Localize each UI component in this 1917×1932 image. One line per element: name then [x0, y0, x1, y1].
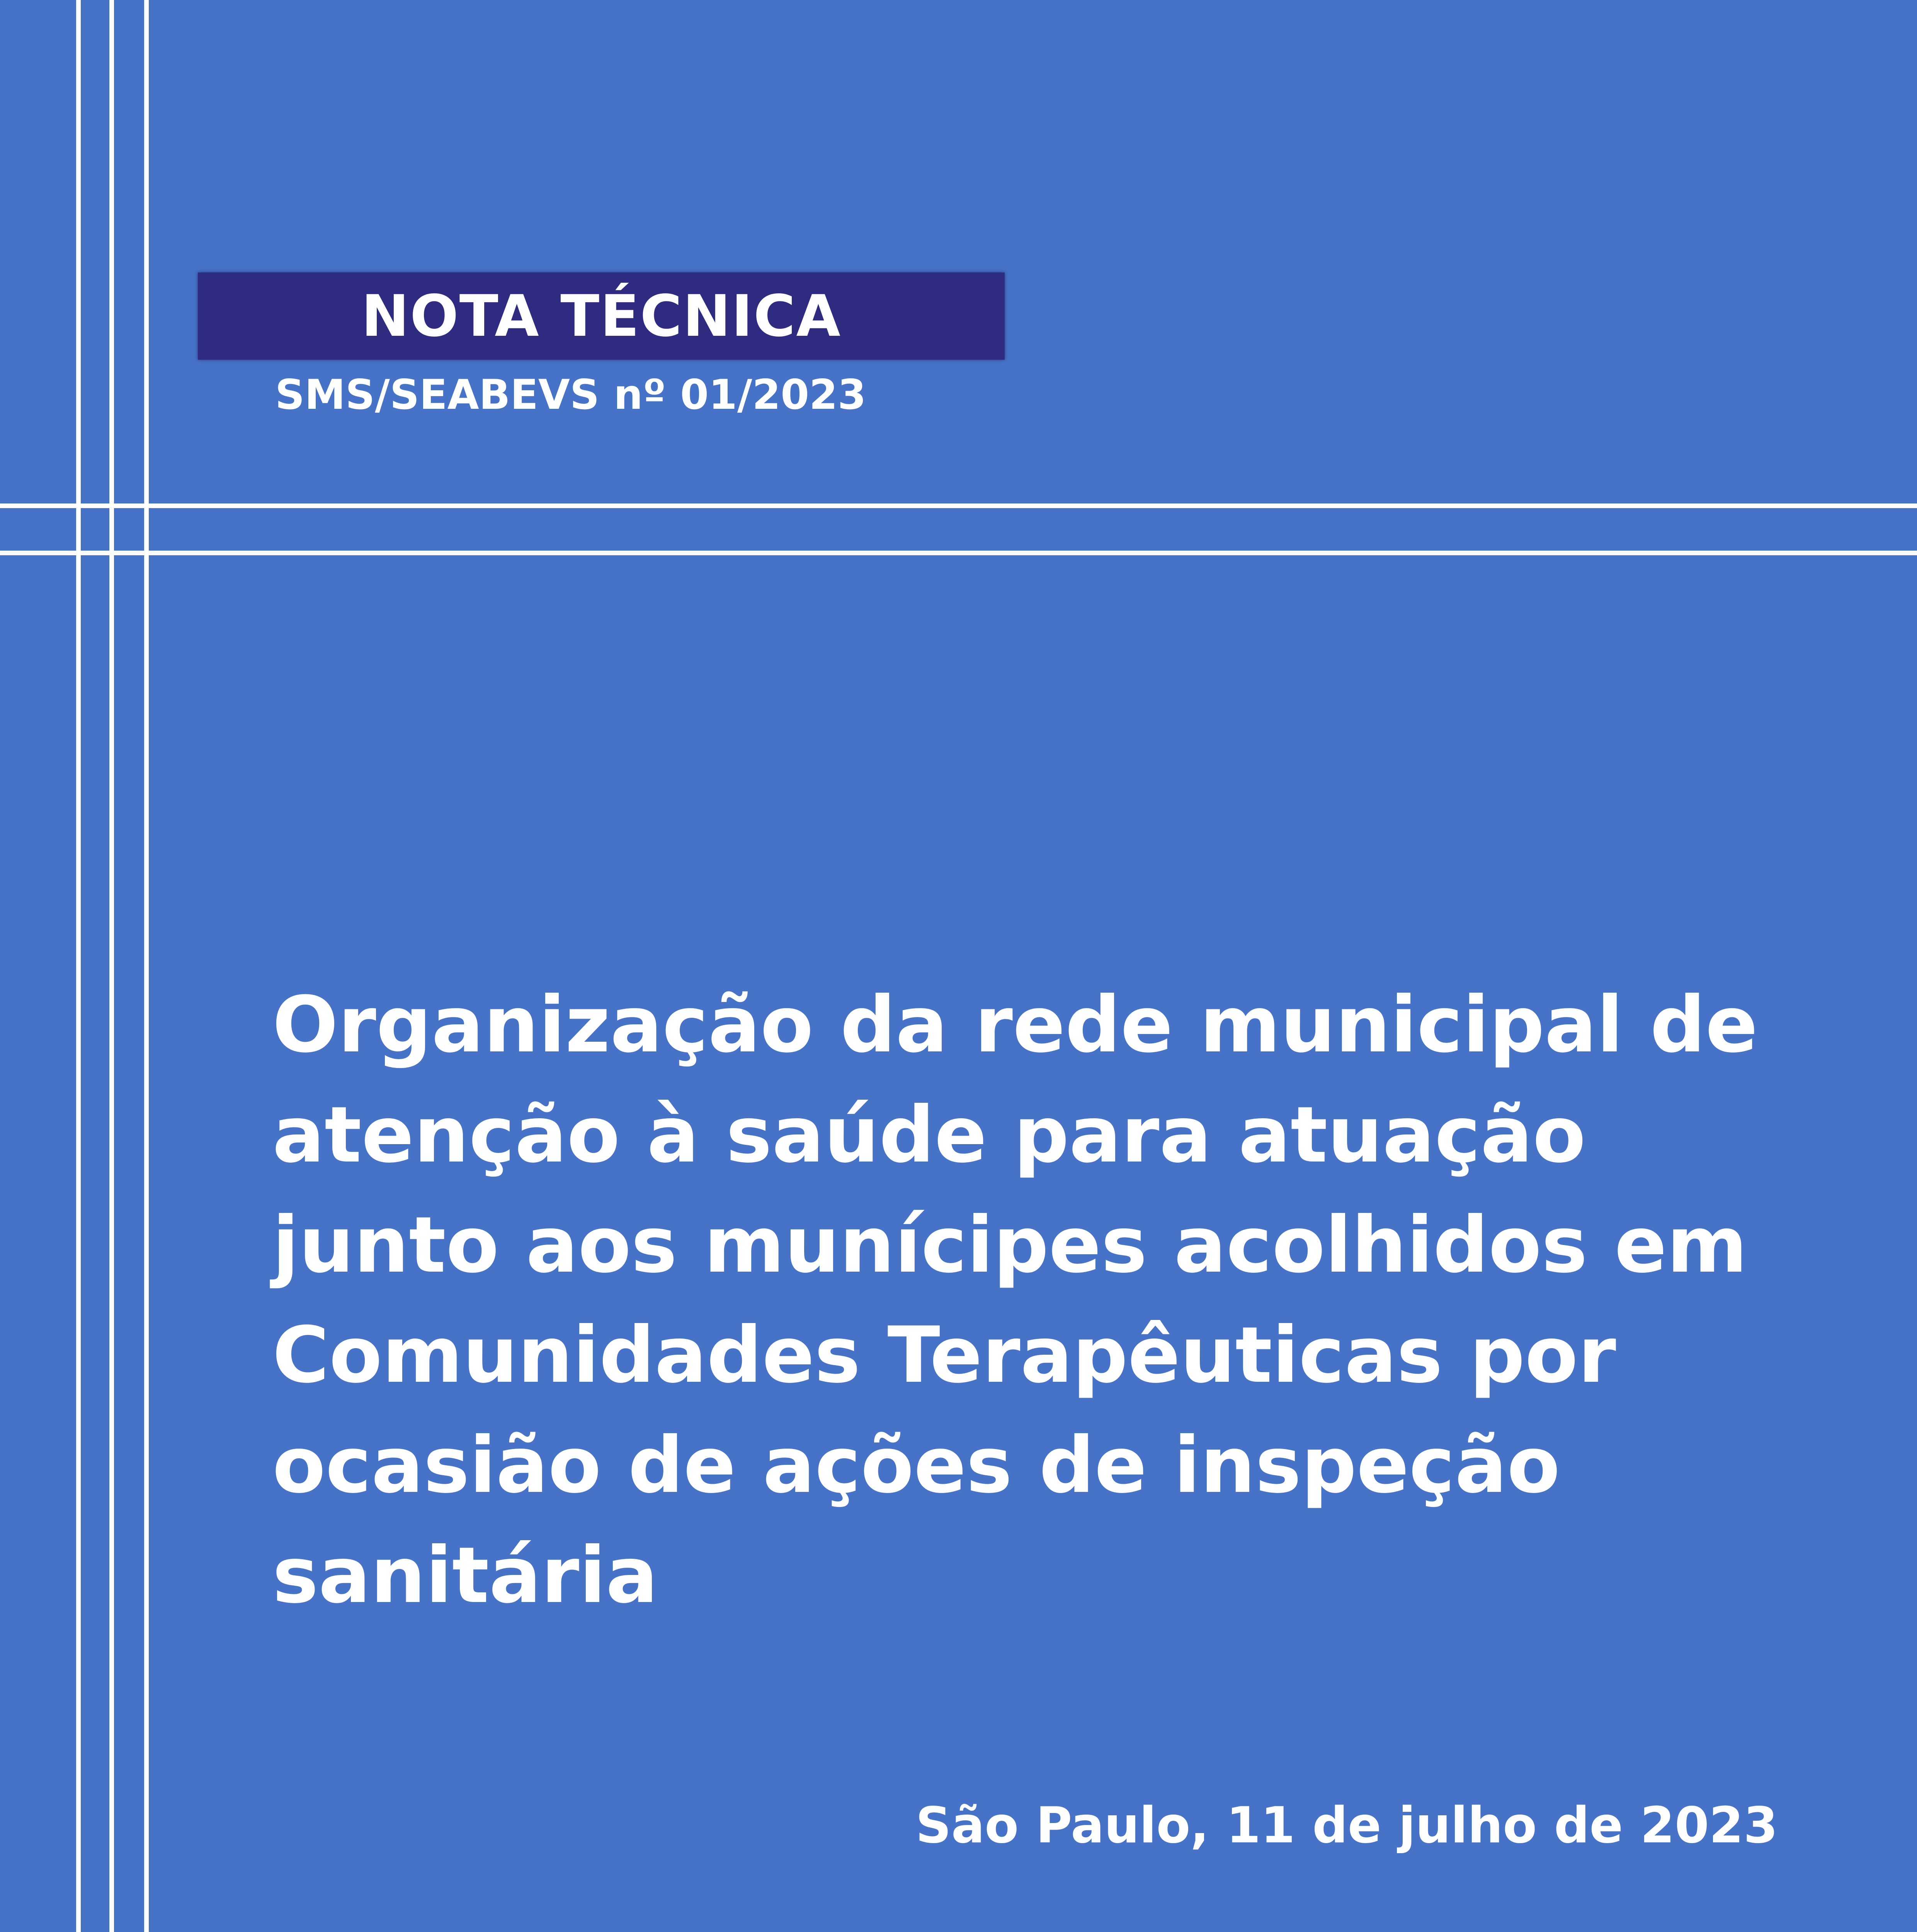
- frame-line-horizontal-2: [0, 551, 1917, 555]
- title-line: atenção à saúde para atuação: [272, 1090, 1586, 1180]
- document-date: São Paulo, 11 de julho de 2023: [915, 1797, 1778, 1854]
- title-line: sanitária: [272, 1531, 658, 1621]
- title-line: ocasião de ações de inspeção: [272, 1420, 1560, 1510]
- title-line: junto aos munícipes acolhidos em: [272, 1200, 1747, 1290]
- title-line: Organização da rede municipal de: [272, 980, 1758, 1070]
- frame-line-vertical-2: [109, 0, 114, 1932]
- badge-title: NOTA TÉCNICA: [361, 283, 841, 349]
- title-line: Comunidades Terapêuticas por: [272, 1310, 1616, 1400]
- nota-tecnica-badge: [198, 272, 1005, 360]
- frame-line-vertical-3: [144, 0, 149, 1932]
- document-number: SMS/SEABEVS nº 01/2023: [275, 371, 866, 418]
- frame-line-horizontal-1: [0, 503, 1917, 508]
- frame-line-vertical-1: [76, 0, 81, 1932]
- page-title: [272, 970, 1799, 1631]
